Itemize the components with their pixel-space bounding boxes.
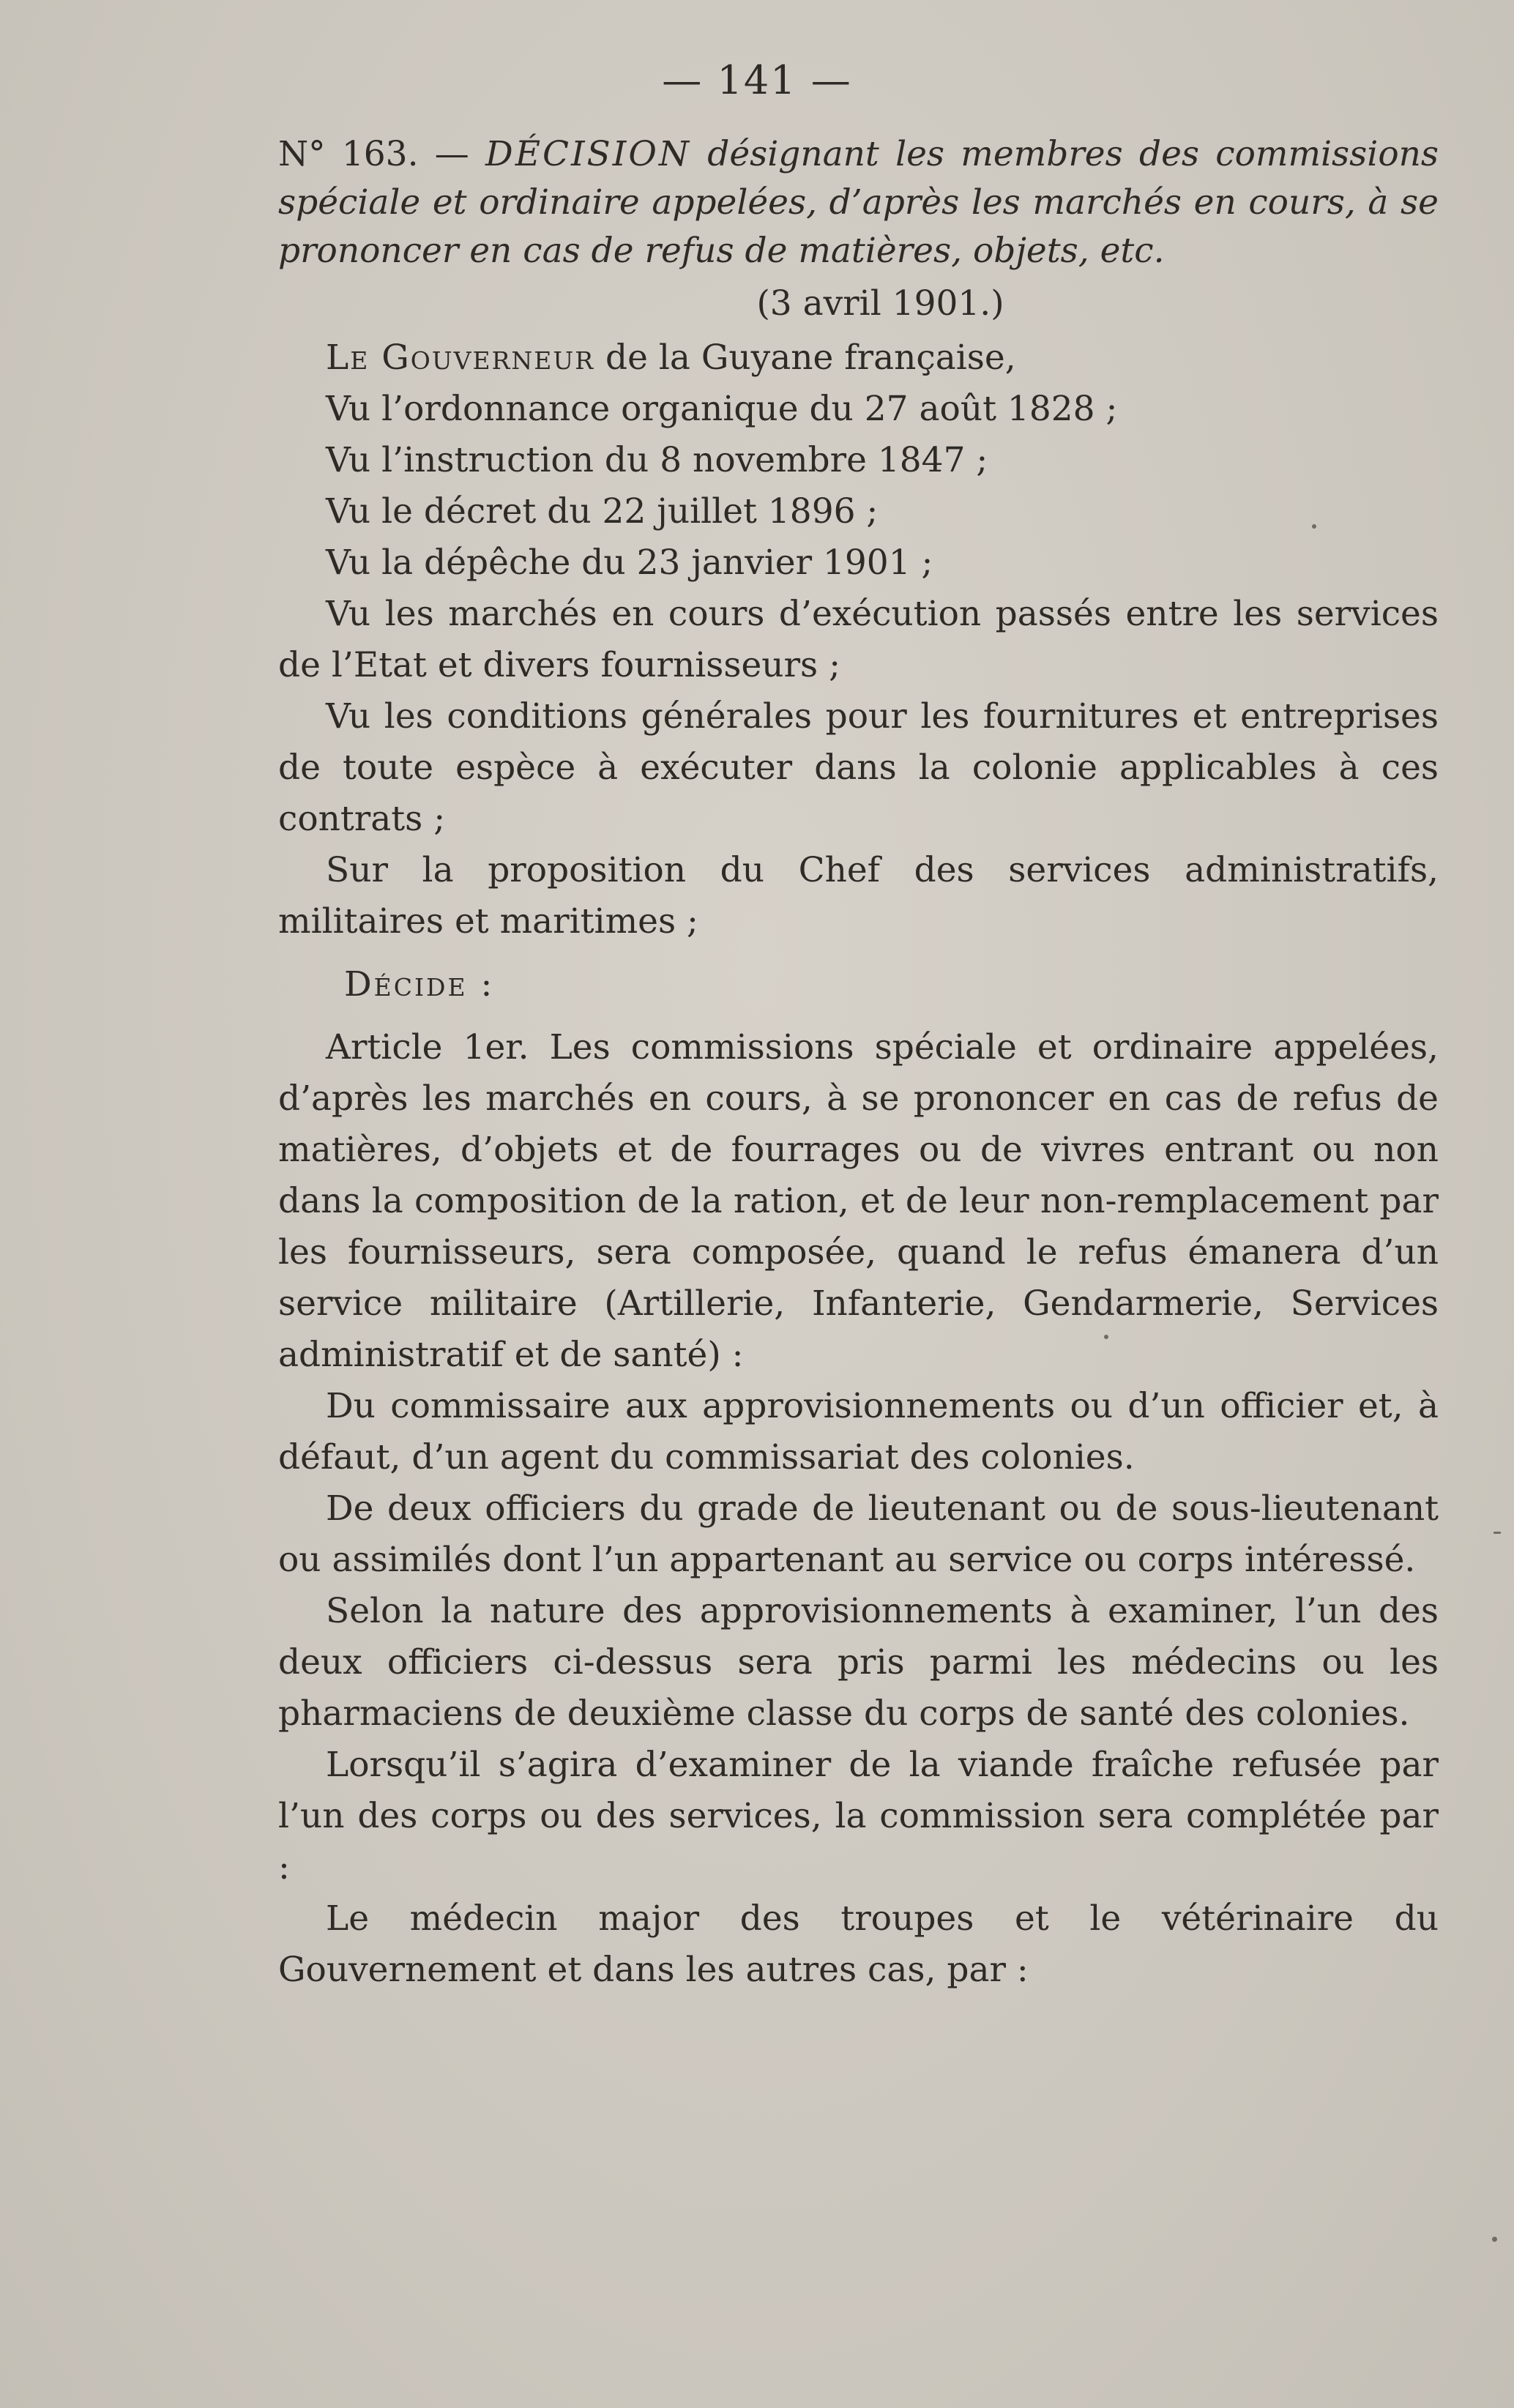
governor-line	[278, 332, 1439, 384]
governor-rest: de la Guyane française,	[594, 338, 1016, 378]
document-body	[278, 130, 1439, 1996]
paragraph: Vu la dépêche du 23 janvier 1901 ;	[326, 543, 933, 583]
paragraph: Vu les marchés en cours d’exécution passés entre les services de l’Etat et divers fournisseurs ;	[278, 594, 1439, 685]
article-paragraph: Lorsqu’il s’agira d’examiner de la viande fraîche refusée par l’un des corps ou des services, la commission sera complétée par :	[278, 1745, 1439, 1887]
decision-title: DÉCISION	[485, 134, 691, 174]
page-number: — 141 —	[662, 57, 852, 103]
decision-heading	[278, 130, 1439, 275]
governor-label: Le Gouverneur	[326, 338, 595, 378]
paper-speck	[1492, 2237, 1497, 2242]
paragraph: Vu l’instruction du 8 novembre 1847 ;	[326, 440, 988, 480]
article-paragraph: Selon la nature des approvisionnements à examiner, l’un des deux officiers ci-dessus sera pris parmi les médecins ou les pharmaciens de deuxième classe du corps de santé des colonies.	[278, 1591, 1439, 1734]
paragraph: Sur la proposition du Chef des services administratifs, militaires et maritimes ;	[278, 850, 1439, 942]
paragraph: Vu le décret du 22 juillet 1896 ;	[326, 491, 879, 532]
article-paragraph: Article 1er. Les commissions spéciale et ordinaire appelées, d’après les marchés en cours, à se prononcer en cas de refus de matières, d’objets et de fourrages ou de vivres entrant ou non dans la composition de la ration, et de leur non-remplacement par les fournisseurs, sera composée, quand le refus émanera d’un service militaire (Artillerie, Infanterie, Gendarmerie, Services administratif et de santé) :	[278, 1027, 1439, 1375]
paragraph: Vu les conditions générales pour les fournitures et entreprises de toute espèce à exécuter dans la colonie applicables à ces contrats ;	[278, 696, 1439, 839]
paper-speck	[1104, 1335, 1108, 1339]
paragraph: Vu l’ordonnance organique du 27 août 1828 ;	[326, 389, 1118, 429]
decision-number: N° 163. —	[278, 134, 486, 174]
decision-date: (3 avril 1901.)	[756, 283, 1004, 324]
article-paragraph: De deux officiers du grade de lieutenant ou de sous-lieutenant ou assimilés dont l’un appartenant au service ou corps intéressé.	[278, 1488, 1439, 1580]
paper-speck	[1312, 524, 1316, 529]
article-paragraph: Du commissaire aux approvisionnements ou d’un officier et, à défaut, d’un agent du commissariat des colonies.	[278, 1386, 1439, 1477]
decide-heading: Décide :	[344, 964, 495, 1004]
decision-description: désignant les membres des commissions spéciale et ordinaire appelées, d’après les marchés en cours, à se prononcer en cas de refus de matières, objets, etc.	[278, 134, 1439, 271]
article-paragraph: Le médecin major des troupes et le vétérinaire du Gouvernement et dans les autres cas, par :	[278, 1898, 1439, 1990]
paper-speck	[1494, 1532, 1501, 1534]
